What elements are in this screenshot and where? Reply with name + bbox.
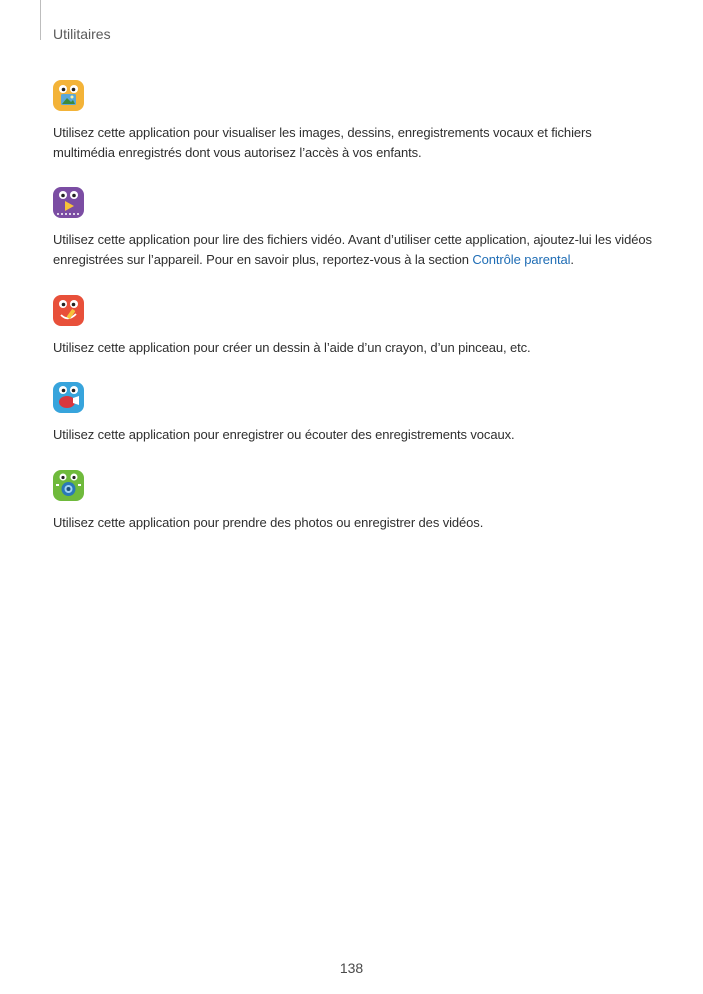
app-section-voice (53, 382, 653, 445)
app-section-camera (53, 470, 653, 533)
description-text: Utilisez cette application pour lire des fichiers vidéo. Avant d’utiliser cette application, ajoutez-lui les vidéos enregistrées sur l’appareil. Pour en savoir plus, reportez-vous à la section (53, 232, 652, 267)
page-header-title: Utilitaires (53, 26, 111, 42)
video-monster-icon (53, 187, 84, 218)
drawing-monster-icon (53, 295, 84, 326)
app-section-video (53, 187, 653, 270)
app-section-drawing (53, 295, 653, 358)
page-number: 138 (339, 960, 364, 976)
gallery-monster-icon (53, 80, 84, 111)
app-section-gallery (53, 80, 653, 163)
header-rule (40, 0, 41, 40)
app-description: Utilisez cette application pour créer un dessin à l’aide d’un crayon, d’un pinceau, etc. (53, 340, 531, 355)
app-description: Utilisez cette application pour prendre des photos ou enregistrer des vidéos. (53, 515, 484, 530)
description-text-end: . (570, 252, 574, 267)
voice-recorder-monster-icon (53, 382, 84, 413)
app-description (53, 230, 653, 270)
app-description: Utilisez cette application pour enregistrer ou écouter des enregistrements vocaux. (53, 427, 515, 442)
camera-monster-icon (53, 470, 84, 501)
parental-control-link[interactable]: Contrôle parental (472, 252, 571, 267)
app-description: Utilisez cette application pour visualiser les images, dessins, enregistrements vocaux et fichiers multimédia enregistrés dont vous autorisez l’accès à vos enfants. (53, 125, 592, 160)
